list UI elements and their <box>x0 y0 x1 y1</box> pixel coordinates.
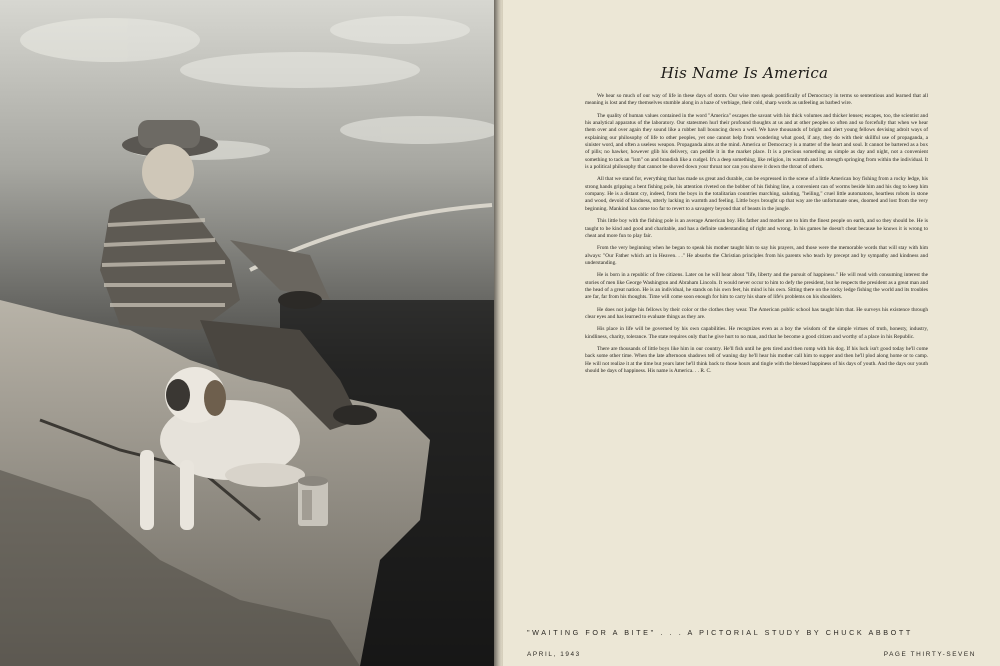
paragraph: The quality of human values contained in the word "America" escapes the savant with his thick volumes and thicker lenses; escapes, too, the scientist and his analytical apparatus of the laboratory. Our statesmen hurl their profound thoughts at us and at other peoples so often and so forcefully that when we hear them over and over again they sound like a rubber ball bouncing down a well. We have thousands of bright and alert young fellows devising adroit ways of explaining our philosophy of life to other peoples, yet one cannot help from wondering what good, if any, they do with their skillful use of propaganda, a sinister word, and often a useless weapon. Propaganda aims at the mind. America or Democracy is a matter of the heart and soul. It cannot be bartered as a box of pills; no hawker, however glib his delivery, can peddle it in the market place. It is a precious something as simple as day and night, not a convenient something to tack an "ism" on and brandish like a cudgel. It's a deep something, like religion, its warmth and its strength springing from within the individual. It is a political philosophy that cannot be shoved down your throat nor can you shove it down the throat of others. <box>585 112 928 171</box>
photo-illustration <box>0 0 497 666</box>
paragraph: There are thousands of little boys like him in our country. He'll fish until he gets tired and then romp with his dog. If his luck isn't good today he'll come back some other time. When the late afternoon shadows tell of waning day he'll hear his mother call him to supper and then he'll plod along home or to camp. He will not realize it at the time but years later he'll think back to those hours and tingle with the blessed happiness of his days of youth. And the days our youth should be days of happiness. His name is America. . . R. C. <box>585 345 928 374</box>
paragraph: All that we stand for, everything that has made us great and durable, can be expressed in the scene of a little American boy fishing from a rocky ledge, his strong hands gripping a bent fishing pole, his attention riveted on the bobber of his fishing line, a convenient can of worms beside him and his dog to keep him company. He is a distant cry, indeed, from the boys in the totalitarian countries marching, saluting, "heiling," cruel little automatons, heartless robots in stone and wood, devoid of kindness, utterly lacking in warmth and feeling. Little boys brought up that way are the unfortunate ones, doomed and lost from the very beginning. Mankind has come too far to revert to a savagery beyond that of beasts in the jungle. <box>585 176 928 212</box>
issue-date: APRIL, 1943 <box>527 651 581 658</box>
page-number: PAGE THIRTY-SEVEN <box>883 651 976 658</box>
paragraph: We hear so much of our way of life in these days of storm. Our wise men speak pontifically of Democracy in terms so sententious and learned that all meaning is lost and they themselves stumble along in a haze of verbiage, their cold, sharp words as unfeeling as barbed wire. <box>585 93 928 107</box>
paragraph: This little boy with the fishing pole is an average American boy. His father and mother are to him the finest people on earth, and so they should be. He is taught to be kind and good and charitable, and has a definite understanding of right and wrong. In his games he doesn't cheat because he knows it is wrong to cheat and more fun to play fair. <box>585 218 928 239</box>
paragraph: He does not judge his fellows by their color or the clothes they wear. The American public school has taught him that. He surveys his existence through clear eyes and has learned to evaluate things as they are. <box>585 306 928 320</box>
photo-caption: "WAITING FOR A BITE" . . . A PICTORIAL STUDY BY CHUCK ABBOTT <box>527 628 913 637</box>
text-page <box>503 0 1000 666</box>
photograph-boy-fishing <box>0 0 497 666</box>
article-title: His Name Is America <box>660 64 829 82</box>
paragraph: He is born in a republic of free citizens. Later on he will hear about "life, liberty and the pursuit of happiness." He will read with consuming interest the stories of men like George Washington and Abraham Lincoln. It would never occur to him to defy the president, but he respects the president as a great man and the head of a great nation. He is an individual, he stands on his own feet, his mind is his own. Sitting there on the rocky ledge fishing the world and its troubles are far, far from his thoughts. Time will come soon enough for him to carry his share of life's problems on his shoulders. <box>585 272 928 301</box>
paragraph: His place in life will be governed by his own capabilities. He recognizes even as a boy the wisdom of the simple virtues of truth, honesty, industry, kindliness, charity, tolerance. The state requires only that he give hurt to no man, and that he become a good citizen and worthy of a place in his Republic. <box>585 326 928 340</box>
paragraph: From the very beginning when he began to speak his mother taught him to say his prayers, and those were the memorable words that will stay with him always: "Our Father which art in Heaven. . ." He absorbs the Christian principles from his parents who teach by precept and by sympathy and kindness and understanding. <box>585 245 928 266</box>
worm-can <box>298 476 328 526</box>
article-body <box>585 93 928 380</box>
